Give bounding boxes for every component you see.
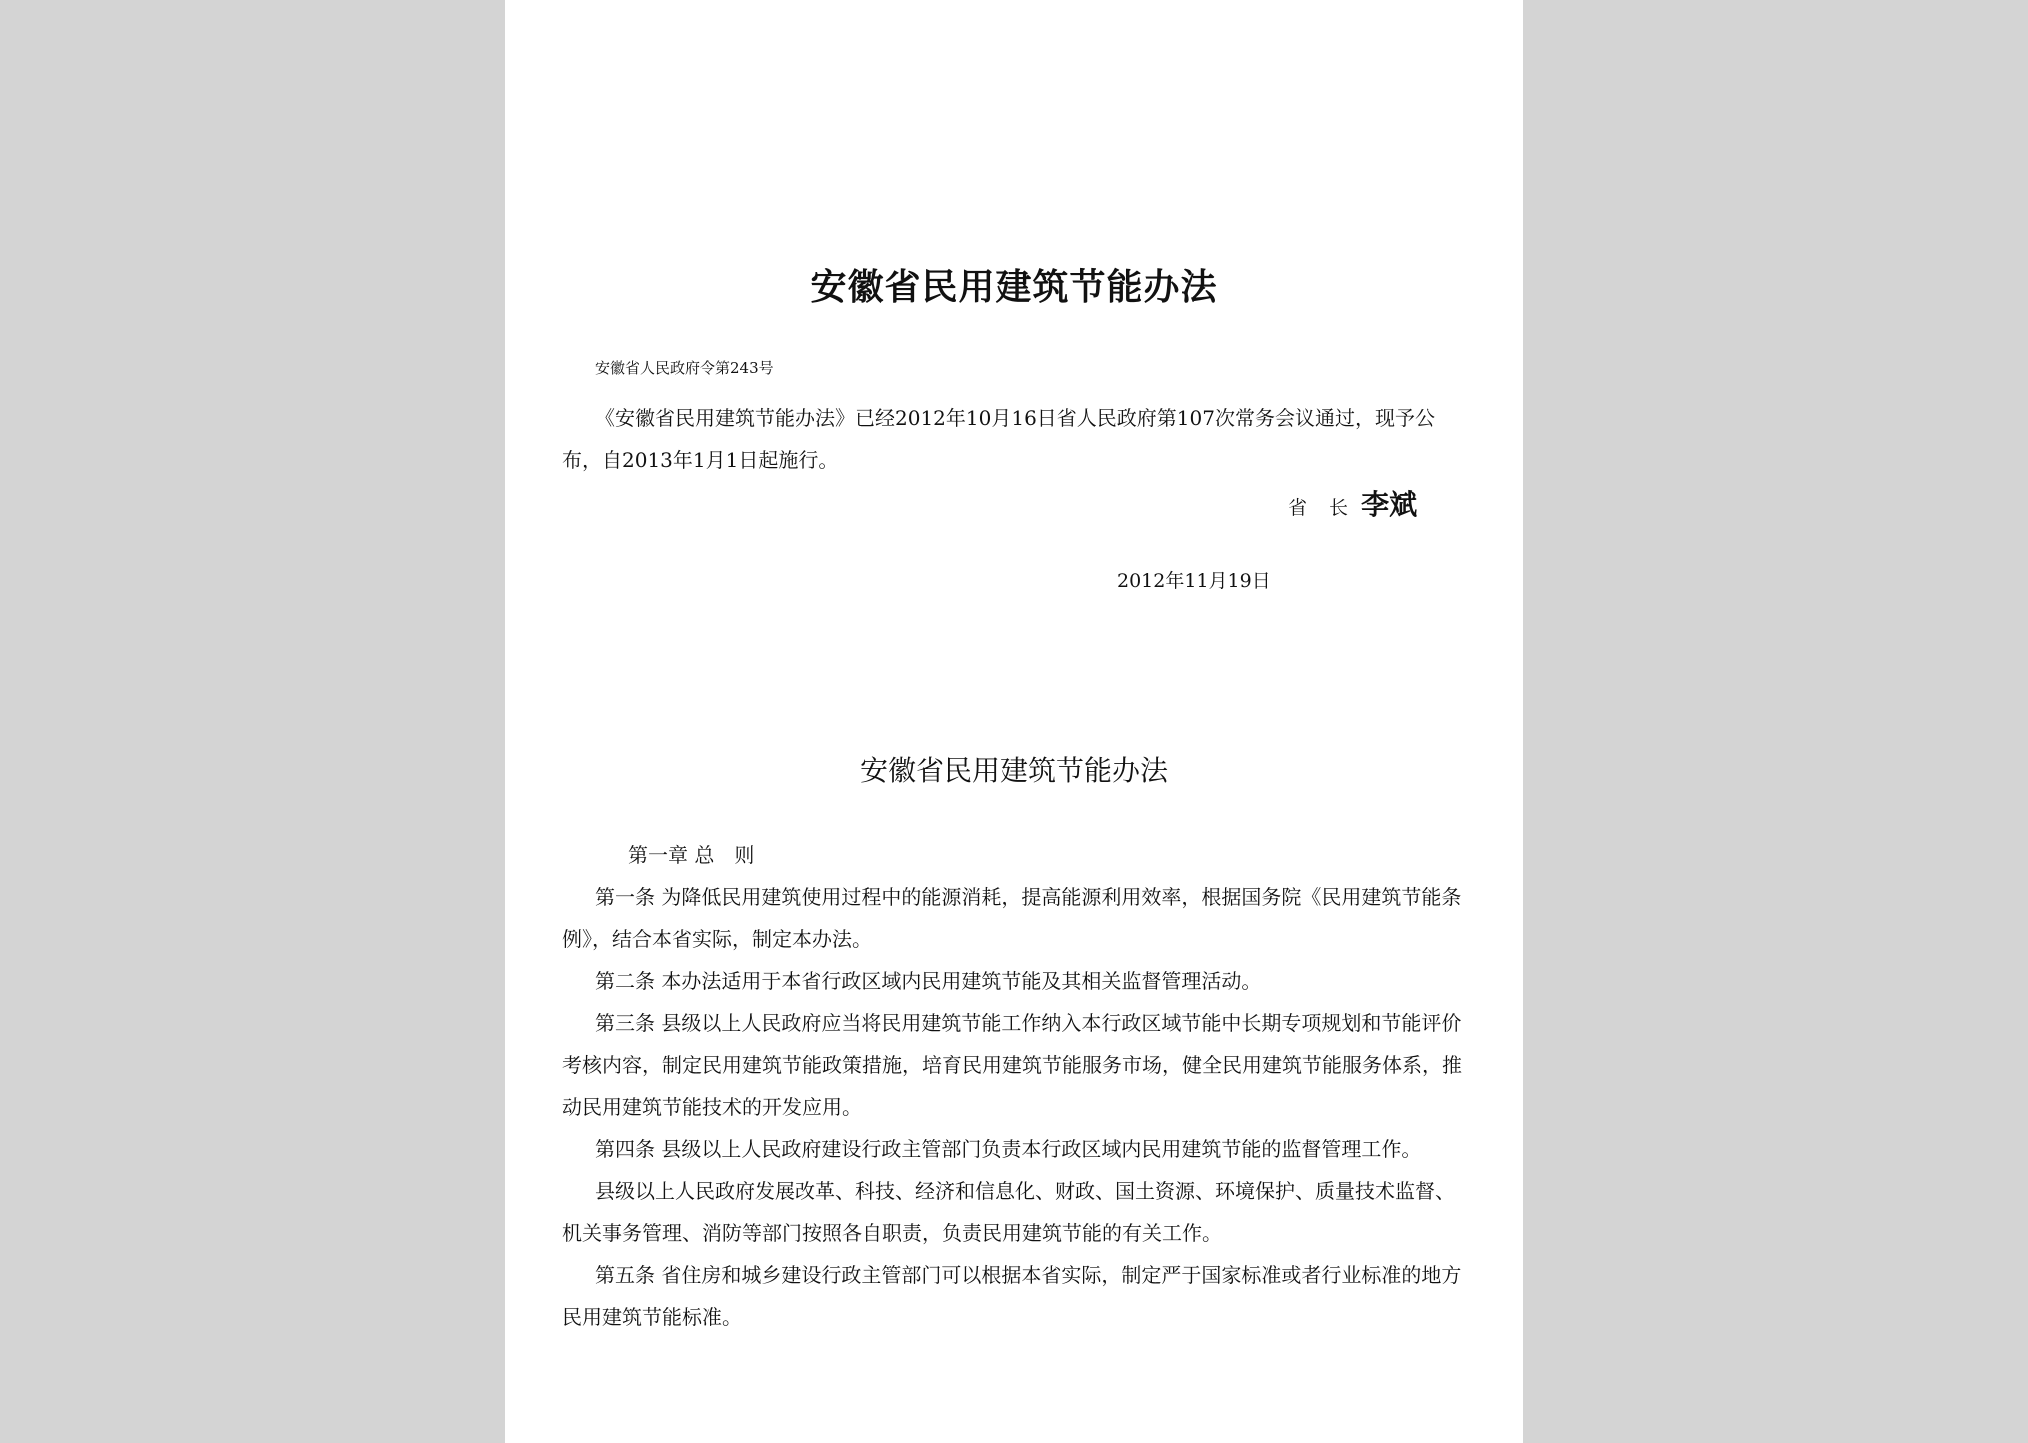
document-title: 安徽省民用建筑节能办法 <box>810 266 1218 308</box>
article-paragraph: 第五条 省住房和城乡建设行政主管部门可以根据本省实际，制定严于国家标准或者行业标准的地方民用建筑节能标准。 <box>562 1263 1462 1329</box>
decree-paragraph: 《安徽省民用建筑节能办法》已经2012年10月16日省人民政府第107次常务会议通过，现予公布，自2013年1月1日起施行。 <box>562 406 1435 472</box>
regulation-title: 安徽省民用建筑节能办法 <box>859 754 1168 787</box>
chapter-heading: 第一章 总 则 <box>628 843 755 867</box>
signer-title: 省 长 <box>1288 497 1357 519</box>
article-paragraph: 第三条 县级以上人民政府应当将民用建筑节能工作纳入本行政区域节能中长期专项规划和节能评价考核内容，制定民用建筑节能政策措施，培育民用建筑节能服务市场，健全民用建筑节能服务体系，推动民用建筑节能技术的开发应用。 <box>562 1011 1462 1119</box>
article-paragraph: 第二条 本办法适用于本省行政区域内民用建筑节能及其相关监督管理活动。 <box>595 969 1262 993</box>
sign-date: 2012年11月19日 <box>1117 570 1271 592</box>
order-number: 安徽省人民政府令第243号 <box>595 359 774 377</box>
regulation-body <box>562 834 1462 1338</box>
article-paragraph: 第四条 县级以上人民政府建设行政主管部门负责本行政区域内民用建筑节能的监督管理工作。 <box>595 1137 1422 1161</box>
signer-name: 李斌 <box>1361 488 1418 521</box>
article-paragraph: 第一条 为降低民用建筑使用过程中的能源消耗，提高能源利用效率，根据国务院《民用建筑节能条例》，结合本省实际，制定本办法。 <box>562 885 1462 951</box>
signature-block <box>1288 483 1417 523</box>
document-page <box>505 0 1523 1443</box>
article-paragraph: 县级以上人民政府发展改革、科技、经济和信息化、财政、国土资源、环境保护、质量技术监督、机关事务管理、消防等部门按照各自职责，负责民用建筑节能的有关工作。 <box>562 1179 1455 1245</box>
